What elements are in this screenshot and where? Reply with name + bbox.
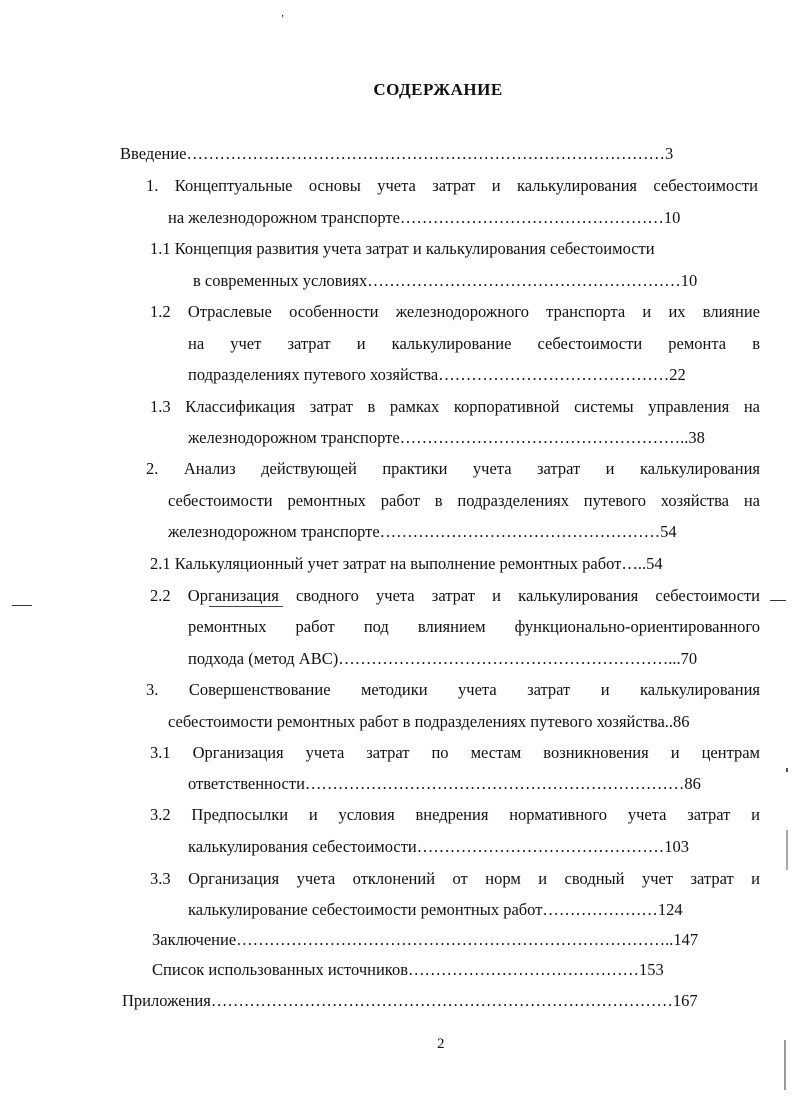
toc-section-1-2-line-1: 1.2 Отраслевые особенности железнодорожного транспорта и их влияние xyxy=(150,302,760,321)
toc-chapter-1-line-2: на железнодорожном транспорте…………………………………………10 xyxy=(168,208,681,227)
left-margin-mark xyxy=(12,605,32,606)
toc-section-1-1-line-1: 1.1 Концепция развития учета затрат и калькулирования себестоимости xyxy=(150,239,655,258)
toc-section-1-3-line-2: железнодорожном транспорте……………………………………………..38 xyxy=(188,428,705,447)
toc-chapter-2-line-3: железнодорожном транспорте……………………………………………54 xyxy=(168,522,677,541)
toc-section-2-2-line-3: подхода (метод АВС)……………………………………………………...70 xyxy=(188,649,698,668)
toc-entry-conclusion: Заключение……………………………………………………………………..147 xyxy=(152,930,699,949)
scan-speck: ‛ xyxy=(281,14,285,25)
toc-entry-sources: Список использованных источников……………………………………153 xyxy=(152,960,664,979)
page-title: СОДЕРЖАНИЕ xyxy=(373,80,503,99)
toc-section-3-3-line-1: 3.3 Организация учета отклонений от норм и сводный учет затрат и xyxy=(150,869,760,888)
scan-artifact xyxy=(784,1040,786,1090)
toc-section-3-3-line-2: калькулирование себестоимости ремонтных работ…………………124 xyxy=(188,900,683,919)
toc-section-1-2-line-2: на учет затрат и калькулирование себестоимости ремонта в xyxy=(188,334,760,353)
toc-section-1-3-line-1: 1.3 Классификация затрат в рамках корпоративной системы управления на xyxy=(150,397,760,416)
toc-section-2-1-line-1: 2.1 Калькуляционный учет затрат на выполнение ремонтных работ…..54 xyxy=(150,554,663,573)
scan-artifact xyxy=(786,830,788,870)
toc-section-3-1-line-2: ответственности……………………………………………………………86 xyxy=(188,774,701,793)
scan-underline xyxy=(209,606,283,607)
toc-chapter-1-line-1: 1. Концептуальные основы учета затрат и калькулирования себестоимости xyxy=(146,176,758,195)
toc-section-3-2-line-1: 3.2 Предпосылки и условия внедрения нормативного учета затрат и xyxy=(150,805,760,824)
toc-section-3-2-line-2: калькулирования себестоимости………………………………………103 xyxy=(188,837,690,856)
right-margin-mark xyxy=(770,600,786,601)
toc-chapter-2-line-1: 2. Анализ действующей практики учета затрат и калькулирования xyxy=(146,459,760,478)
toc-entry-appendix: Приложения…………………………………………………………………………167 xyxy=(122,991,698,1010)
toc-section-3-1-line-1: 3.1 Организация учета затрат по местам возникновения и центрам xyxy=(150,743,760,762)
scan-artifact xyxy=(786,768,788,772)
toc-section-2-2-line-2: ремонтных работ под влиянием функционально-ориентированного xyxy=(188,617,760,636)
toc-chapter-3-line-1: 3. Совершенствование методики учета затрат и калькулирования xyxy=(146,680,760,699)
toc-chapter-2-line-2: себестоимости ремонтных работ в подразделениях путевого хозяйства на xyxy=(168,491,760,510)
toc-section-1-1-line-2: в современных условиях…………………………………………………10 xyxy=(193,271,698,290)
toc-chapter-3-line-2: себестоимости ремонтных работ в подразделениях путевого хозяйства..86 xyxy=(168,712,690,731)
page-number: 2 xyxy=(437,1036,445,1052)
toc-section-1-2-line-3: подразделениях путевого хозяйства……………………………………22 xyxy=(188,365,686,384)
toc-section-2-2-line-1: 2.2 Организация сводного учета затрат и калькулирования себестоимости xyxy=(150,586,760,605)
toc-entry-intro: Введение……………………………………………………………………………3 xyxy=(120,144,674,163)
